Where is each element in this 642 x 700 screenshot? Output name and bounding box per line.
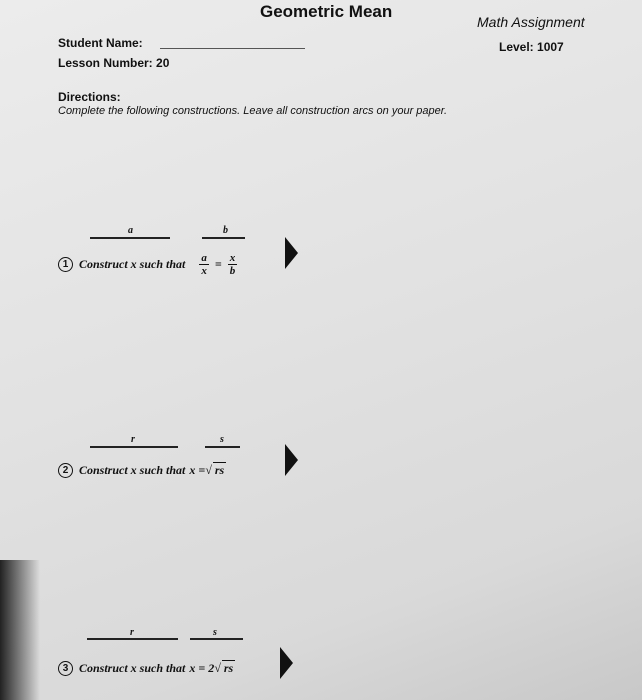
student-name-label: Student Name: — [58, 36, 143, 50]
segment-r — [87, 638, 178, 640]
radicand: rs — [223, 661, 234, 675]
segment-label-s: s — [213, 627, 217, 638]
subject-label: Math Assignment — [477, 14, 585, 30]
sqrt-icon: √ — [214, 660, 221, 675]
level-label: Level: 1007 — [499, 40, 564, 54]
page-title: Geometric Mean — [260, 2, 393, 21]
sqrt-icon: √ — [205, 462, 212, 477]
problem-text: Construct x such that — [79, 660, 186, 675]
equals-sign: = — [214, 257, 222, 271]
segment-label-r: r — [130, 627, 134, 638]
segment-s — [190, 638, 243, 640]
expression: x = — [189, 462, 206, 477]
expression: x = 2 — [189, 660, 215, 675]
problem-3 — [58, 660, 235, 676]
radicand: rs — [214, 463, 225, 477]
segment-b — [202, 237, 245, 239]
segment-r — [90, 446, 178, 448]
lesson-number: Lesson Number: 20 — [58, 56, 170, 70]
photo-shadow — [0, 560, 40, 700]
problem-number: 1 — [58, 257, 73, 272]
segment-a — [90, 237, 170, 239]
student-name-line[interactable] — [160, 48, 305, 49]
problem-1 — [58, 252, 243, 277]
segment-label-s: s — [220, 434, 224, 445]
segment-label-r: r — [131, 434, 135, 445]
segment-s — [205, 446, 240, 448]
segment-label-b: b — [223, 225, 228, 236]
triangle-marker-icon — [280, 647, 293, 679]
triangle-marker-icon — [285, 237, 298, 269]
problem-number: 3 — [58, 661, 73, 676]
triangle-marker-icon — [285, 444, 298, 476]
problem-text: Construct x such that — [79, 462, 186, 477]
problem-text: Construct x such that — [79, 257, 186, 271]
directions-heading: Directions: — [58, 90, 121, 104]
fraction-x-over-b: $\frac{x}{b}$ — [229, 252, 236, 277]
fraction-a-over-x: $\frac{a}{x}$ — [201, 252, 207, 277]
problem-2 — [58, 462, 226, 478]
problem-number: 2 — [58, 463, 73, 478]
directions-text: Complete the following constructions. Leave all construction arcs on your paper. — [58, 105, 448, 117]
segment-label-a: a — [128, 225, 133, 236]
